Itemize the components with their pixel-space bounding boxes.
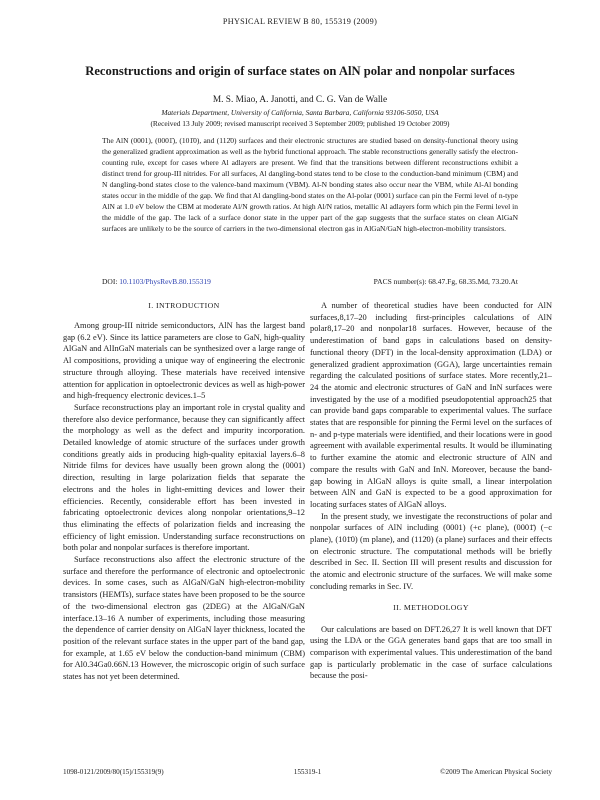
affiliation: Materials Department, University of California, Santa Barbara, California 93106-5050, USA [161, 108, 439, 117]
received-dates: (Received 13 July 2009; revised manuscript received 3 September 2009; published 19 October 2009) [150, 119, 450, 128]
page-footer [63, 768, 552, 780]
right-column [310, 300, 552, 682]
journal-header: PHYSICAL REVIEW B 80, 155319 (2009) [222, 17, 378, 26]
intro-paragraph: Among group-III nitride semiconductors, AlN has the largest band gap (6.2 eV). Since its lattice parameters are close to GaN, high-quality AlGaN and AlInGaN materials can be synthesized over a large range of Al compositions, providing a unique way of engineering the electronic structure through alloying. These materials have received intensive attention for application in optoelectronic devices as well as high-power and high-frequency electronic devices.1–5 [63, 321, 305, 401]
paper-title: Reconstructions and origin of surface states on AlN polar and nonpolar surfaces [85, 64, 515, 78]
section-heading-introduction: I. INTRODUCTION [148, 301, 220, 310]
pacs-numbers: PACS number(s): 68.47.Fg, 68.35.Md, 73.20.At [373, 277, 518, 286]
doi-link[interactable]: 10.1103/PhysRevB.80.155319 [119, 277, 211, 286]
methodology-paragraph: Our calculations are based on DFT.26,27 It is well known that DFT using the LDA or the GGA generates band gaps that are too small in comparison with experimental values. This underestimation of the band gap is particularly problematic in the case of surface calculations because the posi- [310, 624, 552, 681]
intro-paragraph: Surface reconstructions play an important role in crystal quality and therefore also device performance, because they can significantly affect the morphology as well as the defect and impurity incorporation. Detailed knowledge of atomic structure of the surfaces under growth conditions greatly aids in producing high-quality epitaxial layers.6–8 Nitride films for devices have usually been grown along the (0001) direction, resulting in large polarization fields that separate the electrons and the holes in light-emitting devices and lower their efficiencies. Recently, considerable effort has been invested in fabricating optoelectronic devices along nonpolar orientations,9–12 thus eliminating the effects of polarization fields and increasing the efficiency of light emission. Understanding surface reconstructions on both polar and nonpolar surfaces is therefore important. [63, 402, 305, 553]
author-list: M. S. Miao, A. Janotti, and C. G. Van de Walle [212, 95, 388, 105]
section-heading-methodology: II. METHODOLOGY [393, 602, 469, 612]
left-column [63, 300, 305, 683]
intro-paragraph: In the present study, we investigate the reconstructions of polar and nonpolar surfaces of AlN including (0001) (+c plane), (0001̄) (−c plane), (101̄0) (m plane), and (112̄0) (a plane) surfaces and their effects on electronic structure. The computational methods will be briefly described in Sec. II. Section III will present results and discussion for the atomic and electronic structure of the surfaces. We will make some concluding remarks in Sec. IV. [310, 511, 552, 591]
doi-line [102, 277, 518, 286]
intro-paragraph: Surface reconstructions also affect the electronic structure of the surface and therefore the performance of electronic and optoelectronic devices. In some cases, such as AlGaN/GaN high-electron-mobility transistors (HEMTs), surface states have been proposed to be the source of the two-dimensional electron gas (2DEG) at the AlGaN/GaN interface.13–16 A number of experiments, including those measuring the dependence of carrier density on AlGaN layer thickness, located the position of the relevant surface states in the upper part of the band gap, for example, at 1.65 eV below the conduction-band minimum (CBM) for Al0.34Ga0.66N.13 However, the microscopic origin of such surface states has not yet been determined. [63, 555, 305, 682]
abstract: The AlN (0001), (0001̄), (101̄0), and (112̄0) surfaces and their electronic structures are studied based on density-functional theory using the generalized gradient approximation as well as the hybrid functional approach. The stable reconstructions generally satisfy the electron-counting rule, except for cases where Al adlayers are present. We find that the transitions between different reconstructions exhibit a distinct trend for group-III nitrides. For all surfaces, Al dangling-bond states tend to be close to the conduction-band minimum (CBM) and N dangling-bond states close to the valence-band maximum (VBM). Al-N bonding states also occur near the VBM, while Al-Al bonding states occur in the middle of the gap. We find that Al dangling-bond states on the Al-polar (0001) surface can pin the Fermi level of n-type AlN at 1.0 eV below the CBM at moderate Al/N growth ratios. At high Al/N ratios, metallic Al adlayers form which pin the Fermi level in the middle of the gap. The lack of a surface donor state in the upper part of the gap suggests that the surface states on clean AlGaN surfaces are unlikely to be the source of carriers in the two-dimensional electron gas in AlGaN/GaN high-electron-mobility transistors. [102, 136, 518, 234]
intro-paragraph: A number of theoretical studies have been conducted for AlN surfaces,8,17–20 including first-principles calculations of AlN polar8,17–20 and nonpolar18 surfaces. However, because of the underestimation of band gaps in calculations based on density-functional theory (DFT) in the local-density approximation (LDA) or generalized gradient approximation (GGA), large uncertainties remain regarding the calculated positions of surface states. More recently,21–24 the atomic and electronic structures of GaN and InN surfaces were investigated by the use of a modified pseudopotential approach25 that can provide band gaps comparable to experimental values. The surface states that are responsible for pinning the Fermi level on the surfaces of n- and p-type materials were identified, and their locations were in good agreement with available experimental results. It would be illuminating to further examine the atomic and electronic structure of AlN and compare the results with GaN and InN. Moreover, because the band-gap bowing in AlGaN alloys is quite small, a linear interpolation between AlN and GaN is expected to be a good approximation for locating surfaces states of AlGaN alloys. [310, 301, 552, 509]
footer-page-number: 155319-1 [293, 768, 322, 776]
footer-issn: 1098-0121/2009/80(15)/155319(9) [63, 768, 164, 776]
doi-label: DOI: [102, 277, 118, 286]
footer-copyright: ©2009 The American Physical Society [440, 768, 552, 776]
